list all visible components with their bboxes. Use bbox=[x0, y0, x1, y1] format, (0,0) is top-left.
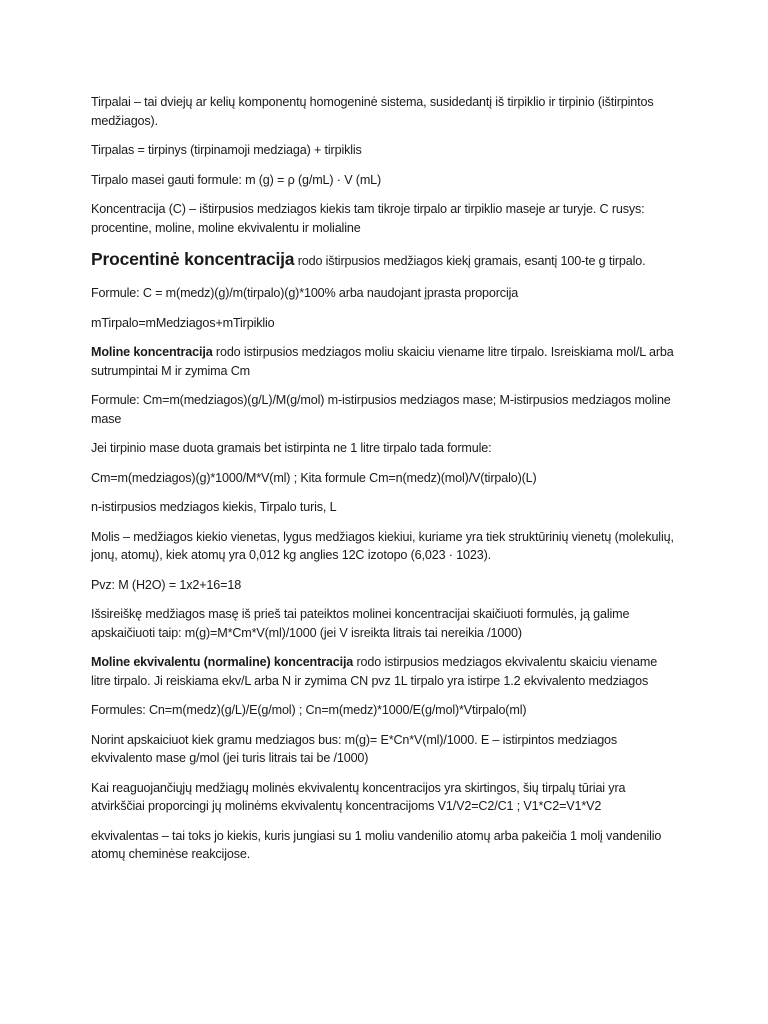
paragraph-issireiske: Išsireiškę medžiagos masę iš prieš tai pateiktos molinei koncentracijai skaičiuoti formulės, ją galime apskaičiuoti taip: m(g)=M*Cm*V(ml)/1000 (jei V isreikta litrais tai nereikia /1000) bbox=[91, 607, 630, 640]
paragraph-mass-formula: Tirpalo masei gauti formule: m (g) = ρ (g/mL) · V (mL) bbox=[91, 172, 382, 187]
term-moline-koncentracija: Moline koncentracija bbox=[91, 345, 213, 359]
heading-procentine-koncentracija: Procentinė koncentracija bbox=[91, 249, 295, 269]
paragraph-moline-formule: Formule: Cm=m(medziagos)(g/L)/M(g/mol) m-istirpusios medziagos mase; M-istirpusios medziagos moline mase bbox=[91, 393, 671, 426]
paragraph-procentine bbox=[91, 248, 679, 272]
paragraph-definition-tirpalai: Tirpalai – tai dviejų ar kelių komponentų homogeninė sistema, susidedantį iš tirpiklio ir tirpinio (ištirpintos medžiagos). bbox=[91, 95, 654, 128]
ekvivalentu-description: rodo istirpusios medziagos ekvivalentu skaiciu viename litre tirpalo. Ji reiskiama ekv/L arba N ir zymima CN pvz 1L tirpalo yra istirpe 1.2 ekvivalento medziagos bbox=[91, 655, 658, 688]
paragraph-cm-formule: Cm=m(medziagos)(g)*1000/M*V(ml) ; Kita formule Cm=n(medz)(mol)/V(tirpalo)(L) bbox=[91, 470, 537, 485]
paragraph-moline bbox=[91, 343, 679, 380]
moline-description: rodo istirpusios medziagos moliu skaiciu viename litre tirpalo. Isreiskiama mol/L arba sutrumpintai M ir zymima Cm bbox=[91, 345, 674, 378]
procentine-description: rodo ištirpusios medžiagos kiekį gramais, esantį 100-te g tirpalo. bbox=[294, 254, 646, 268]
paragraph-norint: Norint apskaiciuot kiek gramu medziagos bus: m(g)= E*Cn*V(ml)/1000. E – istirpintos medziagos ekvivalento mase g/mol (jei turis litrais tai be /1000) bbox=[91, 732, 618, 765]
paragraph-koncentracija: Koncentracija (C) – ištirpusios medziagos kiekis tam tikroje tirpalo ar tirpiklio maseje ar turyje. C rusys: procentine, moline, moline ekvivalentu ir molialine bbox=[91, 202, 645, 235]
paragraph-ekvivalentas: ekvivalentas – tai toks jo kiekis, kuris jungiasi su 1 moliu vandenilio atomų arba pakeičia 1 molį vandenilio atomų cheminėse reakcijose. bbox=[91, 828, 662, 861]
paragraph-molis: Molis – medžiagos kiekio vienetas, lygus medžiagos kiekiui, kuriame yra tiek struktūrinių vienetų (molekulių, jonų, atomų), kiek atomų yra 0,012 kg anglies 12C izotopo (6,023 · 1023). bbox=[91, 529, 674, 562]
paragraph-mass-sum: mTirpalo=mMedziagos+mTirpiklio bbox=[91, 315, 275, 330]
paragraph-kai-reaguojanciuju: Kai reaguojančiųjų medžiagų molinės ekvivalentų koncentracijos yra skirtingos, šių tirpalų tūriai yra atvirkščiai proporcingi jų molinėms ekvivalentų koncentracijoms V1/V2=C2/C1 ; V1*C2=V1*V2 bbox=[91, 780, 626, 813]
paragraph-procentine-formule: Formule: C = m(medz)(g)/m(tirpalo)(g)*100% arba naudojant įprasta proporcija bbox=[91, 286, 519, 300]
paragraph-tirpalas-equation: Tirpalas = tirpinys (tirpinamoji medziaga) + tirpiklis bbox=[91, 143, 362, 157]
paragraph-ekvivalentu bbox=[91, 653, 679, 690]
paragraph-cn-formules: Formules: Cn=m(medz)(g/L)/E(g/mol) ; Cn=m(medz)*1000/E(g/mol)*Vtirpalo(ml) bbox=[91, 703, 527, 717]
paragraph-n-kiekis: n-istirpusios medziagos kiekis, Tirpalo turis, L bbox=[91, 500, 337, 514]
paragraph-jei-tirpinio: Jei tirpinio mase duota gramais bet istirpinta ne 1 litre tirpalo tada formule: bbox=[91, 441, 492, 455]
term-moline-ekvivalentu: Moline ekvivalentu (normaline) koncentracija bbox=[91, 655, 354, 669]
document-body bbox=[91, 93, 679, 875]
paragraph-pvz: Pvz: M (H2O) = 1x2+16=18 bbox=[91, 577, 242, 592]
